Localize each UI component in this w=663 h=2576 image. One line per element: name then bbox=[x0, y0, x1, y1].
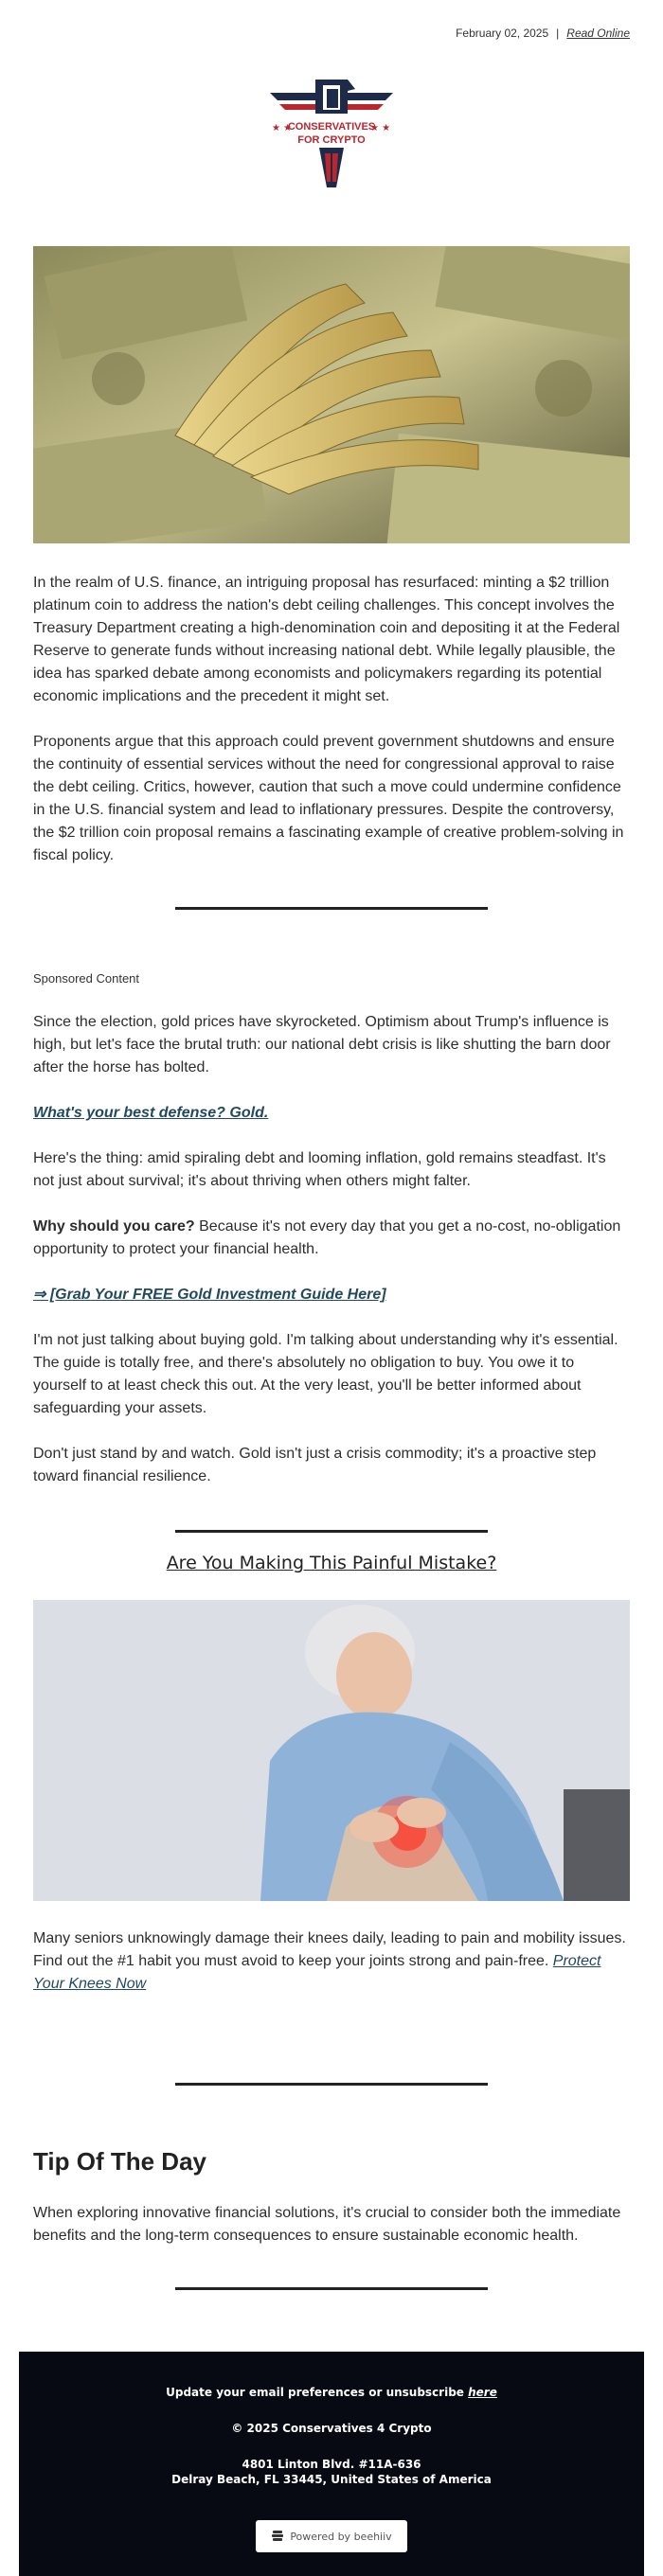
sponsored-paragraph-3 bbox=[33, 1216, 630, 1261]
knee-ad-heading[interactable]: Are You Making This Painful Mistake? bbox=[166, 1553, 497, 1573]
logo-line2: FOR CRYPTO bbox=[297, 134, 366, 146]
footer-preferences bbox=[19, 2386, 644, 2399]
tip-text: When exploring innovative financial solutions, it's crucial to consider both the immediate benefits and the long-term consequences to ensure sustainable economic health. bbox=[33, 2205, 621, 2244]
senior-knee-pain-image-icon bbox=[33, 1600, 630, 1901]
article-paragraph-1: In the realm of U.S. finance, an intriguing proposal has resurfaced: minting a $2 trillion platinum coin to address the nation's debt ceiling challenges. This concept involves the Treasury Department creating a high-denomination coin and depositing it at the Federal Reserve to generate funds without increasing national debt. While legally plausible, the idea has sparked debate among economists and policymakers regarding its potential economic implications and the precedent it might set. bbox=[33, 575, 620, 704]
protect-knees-link[interactable]: Protect Your Knees Now bbox=[33, 1953, 601, 1992]
eagle-logo-icon bbox=[260, 72, 403, 195]
knee-ad-description: Many seniors unknowingly damage their knees daily, leading to pain and mobility issues. Find out the #1 habit you must avoid to keep your joints strong and pain-free. bbox=[33, 1930, 626, 1969]
money-hero-image bbox=[33, 246, 630, 543]
dollar-bills-image-icon bbox=[33, 246, 630, 543]
section-divider bbox=[175, 907, 488, 910]
gold-guide-link[interactable]: ⇒ [Grab Your FREE Gold Investment Guide Here] bbox=[33, 1287, 386, 1303]
section-divider bbox=[175, 2083, 488, 2086]
svg-text:★ ★: ★ ★ bbox=[370, 123, 391, 133]
powered-by-beehiiv-badge[interactable] bbox=[256, 2520, 407, 2552]
sponsored-paragraph-1: Since the election, gold prices have skyrocketed. Optimism about Trump's influence is high, but let's face the brutal truth: our national debt crisis is like shutting the barn door after the horse has bolted. bbox=[33, 1014, 611, 1075]
sponsored-paragraph-2: Here's the thing: amid spiraling debt and looming inflation, gold remains steadfast. It's not just about survival; it's about thriving when others might falter. bbox=[33, 1150, 606, 1189]
footer bbox=[19, 2352, 644, 2576]
sponsored-paragraph-4: I'm not just talking about buying gold. I'm talking about understanding why it's essential. The guide is totally free, and there's absolutely no obligation to buy. You owe it to yourself to at least check this out. At the very least, you'll be better informed about safeguarding your assets. bbox=[33, 1332, 618, 1416]
article-paragraph-2: Proponents argue that this approach could prevent government shutdowns and ensure the continuity of essential services without the need for congressional approval to raise the debt ceiling. Critics, however, caution that such a move could undermine confidence in the U.S. financial system and lead to inflationary pressures. Despite the controversy, the $2 trillion coin proposal remains a fascinating example of creative problem-solving in fiscal policy. bbox=[33, 734, 624, 863]
gold-defense-link[interactable]: What's your best defense? Gold. bbox=[33, 1105, 269, 1121]
powered-by-text: Powered by beehiiv bbox=[290, 2530, 392, 2543]
footer-address-line1: 4801 Linton Blvd. #11A-636 bbox=[242, 2458, 421, 2471]
logo-line1: CONSERVATIVES bbox=[287, 121, 376, 133]
sponsored-label: Sponsored Content bbox=[33, 971, 140, 986]
header-bar bbox=[456, 27, 630, 40]
read-online-link[interactable]: Read Online bbox=[566, 27, 630, 40]
knee-ad-text bbox=[33, 1928, 630, 1996]
section-divider bbox=[175, 2287, 488, 2290]
svg-text:★ ★: ★ ★ bbox=[272, 123, 293, 133]
sponsored-paragraph-5: Don't just stand by and watch. Gold isn't just a crisis commodity; it's a proactive step toward financial resilience. bbox=[33, 1446, 597, 1484]
issue-date: February 02, 2025 bbox=[456, 27, 549, 40]
preferences-text: Update your email preferences or unsubscribe bbox=[166, 2386, 469, 2399]
why-care-bold: Why should you care? bbox=[33, 1218, 195, 1235]
footer-address-line2: Delray Beach, FL 33445, United States of America bbox=[171, 2473, 492, 2486]
footer-copyright: © 2025 Conservatives 4 Crypto bbox=[231, 2422, 432, 2435]
beehiiv-icon bbox=[271, 2530, 284, 2543]
unsubscribe-link[interactable]: here bbox=[468, 2386, 497, 2399]
sponsored-link-gold[interactable] bbox=[33, 1102, 630, 1125]
why-care-text: Because it's not every day that you get a no-cost, no-obligation opportunity to protect your financial health. bbox=[33, 1218, 621, 1257]
tip-title: Tip Of The Day bbox=[33, 2147, 206, 2176]
knee-pain-image bbox=[33, 1600, 630, 1901]
header-separator: | bbox=[556, 27, 560, 40]
section-divider bbox=[175, 1530, 488, 1533]
sponsored-guide-link-row[interactable] bbox=[33, 1284, 630, 1306]
brand-logo bbox=[260, 72, 403, 195]
